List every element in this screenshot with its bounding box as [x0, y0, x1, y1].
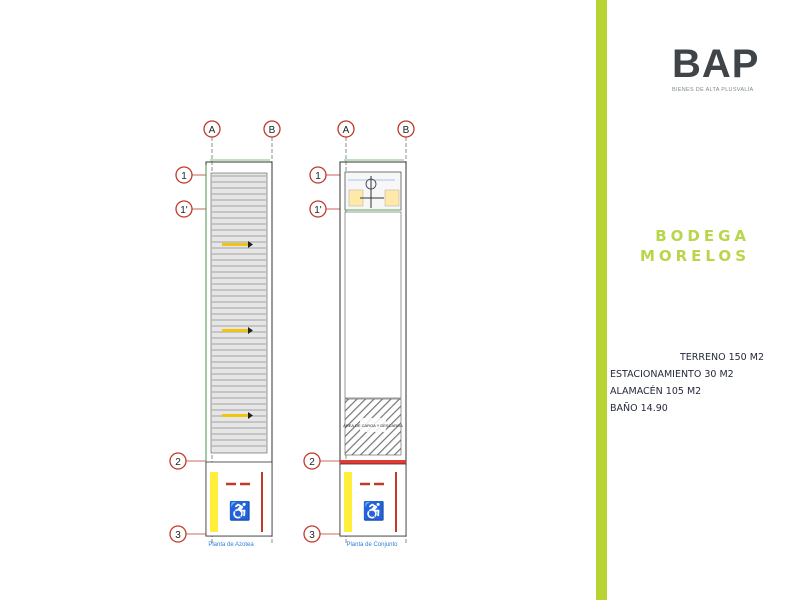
accent-bar [596, 0, 607, 600]
site-plan [304, 121, 414, 548]
caption-site-plan: Planta de Conjunto [346, 542, 398, 548]
warehouse-area [345, 212, 401, 398]
svg-text:3: 3 [309, 530, 315, 541]
svg-text:1': 1' [180, 205, 188, 216]
svg-text:B: B [268, 125, 276, 136]
spec-parking: ESTACIONAMIENTO 30 M2 [610, 369, 734, 380]
yellow-curb-right [344, 472, 352, 532]
axis-marker-1p-right [310, 201, 340, 217]
brand-logo [672, 44, 762, 100]
axis-marker-1-right [310, 167, 340, 183]
roof-plan [170, 121, 280, 548]
caption-roof-plan: Planta de Azotea [208, 542, 254, 548]
axis-marker-1-left [176, 167, 206, 183]
svg-text:A: A [208, 125, 216, 136]
project-title [620, 226, 750, 266]
axis-marker-a-left [204, 121, 220, 137]
axis-marker-3-left [170, 526, 206, 542]
svg-text:A: A [342, 125, 350, 136]
spec-terrain: TERRENO 150 M2 [679, 352, 764, 363]
axis-marker-b-left [264, 121, 280, 137]
svg-text:2: 2 [175, 457, 181, 468]
axis-marker-a-right [338, 121, 354, 137]
logo-tagline: BIENES DE ALTA PLUSVALÍA [672, 87, 754, 93]
logo-wordmark: BAP [672, 42, 760, 86]
svg-text:ÁREA DE CARGA Y DESCARGA: ÁREA DE CARGA Y DESCARGA [343, 423, 403, 428]
yellow-curb-left [210, 472, 218, 532]
bathroom-block [345, 172, 401, 210]
title-line-1: BODEGA [655, 227, 750, 245]
svg-text:3: 3 [175, 530, 181, 541]
title-line-2: MORELOS [639, 247, 750, 265]
svg-text:1: 1 [181, 171, 187, 182]
spec-warehouse: ALAMACÉN 105 M2 [610, 386, 702, 397]
svg-text:1': 1' [314, 205, 322, 216]
accessible-parking-icon-right: ♿ [362, 501, 386, 521]
axis-marker-2-right [304, 453, 340, 469]
roof-lamina [211, 173, 267, 453]
accessible-parking-icon-left: ♿ [228, 501, 252, 521]
svg-text:1: 1 [315, 171, 321, 182]
svg-text:2: 2 [309, 457, 315, 468]
loading-zone [343, 399, 403, 455]
spec-bathroom: BAÑO 14.90 [610, 403, 668, 414]
axis-marker-2-left [170, 453, 206, 469]
area-specs [610, 349, 770, 417]
svg-text:B: B [402, 125, 410, 136]
axis-marker-b-right [398, 121, 414, 137]
axis-marker-3-right [304, 526, 340, 542]
axis-marker-1p-left [176, 201, 206, 217]
